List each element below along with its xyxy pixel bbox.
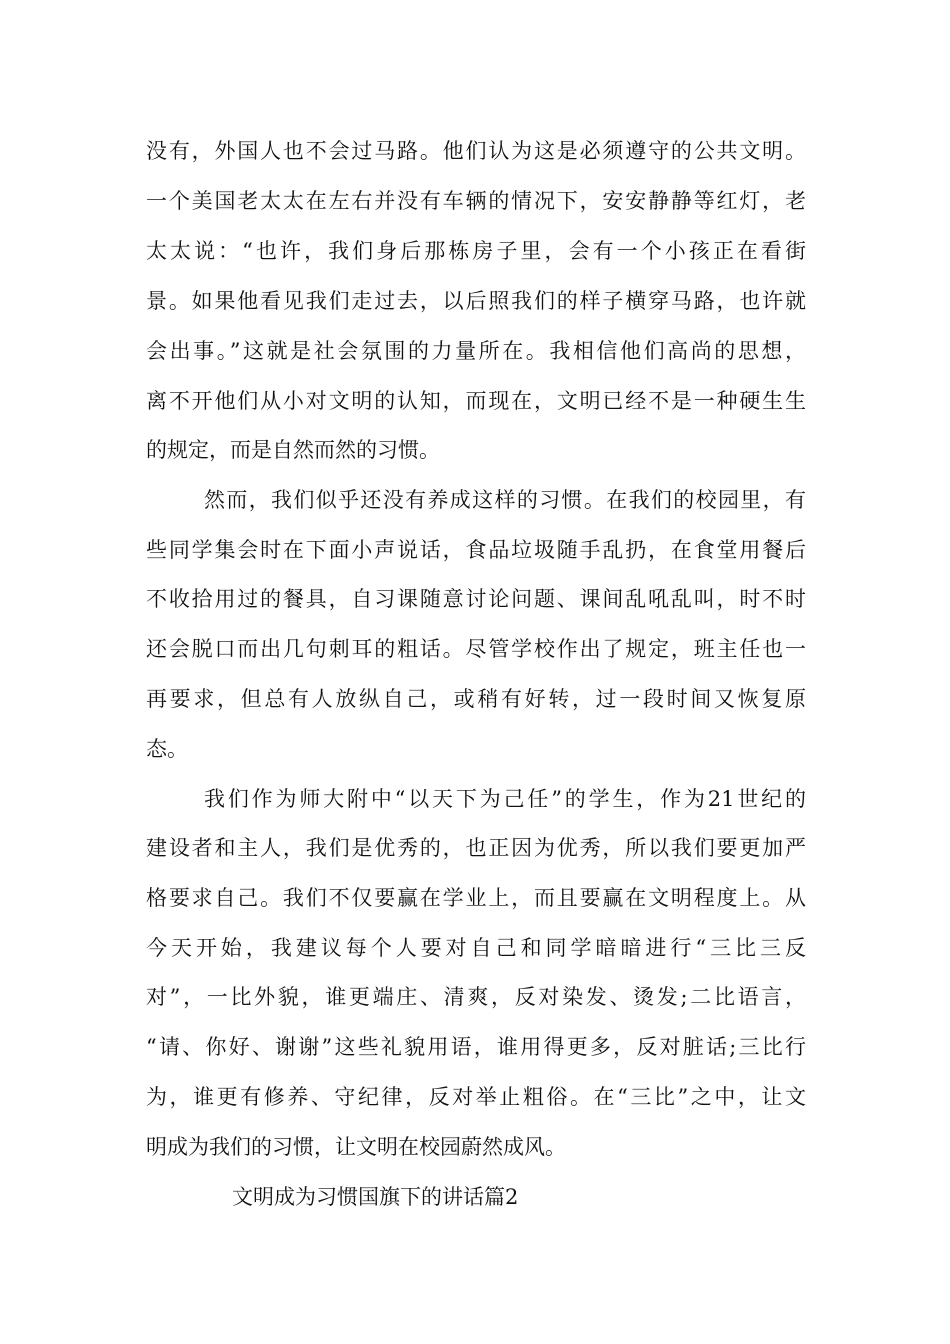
paragraph-3-line-7: 为，谁更有修养、守纪律，反对举止粗俗。在“三比”之中，让文 — [146, 1085, 806, 1109]
paragraph-1-line-3: 太太说：“也许，我们身后那栋房子里，会有一个小孩正在看街 — [146, 239, 806, 263]
paragraph-2-line-3: 不收拾用过的餐具，自习课随意讨论问题、课间乱吼乱叫，时不时 — [146, 587, 806, 611]
paragraph-1-line-4: 景。如果他看见我们走过去，以后照我们的样子横穿马路，也许就 — [146, 289, 806, 313]
paragraph-1-line-2: 一个美国老太太在左右并没有车辆的情况下，安安静静等红灯，老 — [146, 189, 806, 213]
paragraph-1-line-1: 没有，外国人也不会过马路。他们认为这是必须遵守的公共文明。 — [146, 139, 806, 163]
paragraph-2-line-2: 些同学集会时在下面小声说话，食品垃圾随手乱扔，在食堂用餐后 — [146, 538, 806, 562]
paragraph-3-line-8: 明成为我们的习惯，让文明在校园蔚然成风。 — [146, 1135, 566, 1159]
paragraph-1-line-6: 离不开他们从小对文明的认知，而现在，文明已经不是一种硬生生 — [146, 389, 806, 413]
paragraph-2-line-6: 态。 — [146, 737, 188, 761]
paragraph-1-line-7: 的规定，而是自然而然的习惯。 — [146, 438, 440, 462]
paragraph-3-line-3: 格要求自己。我们不仅要赢在学业上，而且要赢在文明程度上。从 — [146, 886, 806, 910]
paragraph-1-line-5: 会出事。”这就是社会氛围的力量所在。我相信他们高尚的思想， — [146, 339, 806, 363]
paragraph-2-line-4: 还会脱口而出几句刺耳的粗话。尽管学校作出了规定，班主任也一 — [146, 637, 806, 661]
paragraph-3-line-5: 对”，一比外貌，谁更端庄、清爽，反对染发、烫发;二比语言， — [146, 985, 806, 1009]
paragraph-2-line-1: 然而，我们似乎还没有养成这样的习惯。在我们的校园里，有 — [204, 488, 806, 512]
paragraph-3-line-2: 建设者和主人，我们是优秀的，也正因为优秀，所以我们要更加严 — [146, 836, 806, 860]
paragraph-2-line-5: 再要求，但总有人放纵自己，或稍有好转，过一段时间又恢复原 — [146, 687, 806, 711]
paragraph-3-line-1: 我们作为师大附中“以天下为己任”的学生，作为21世纪的 — [204, 787, 806, 811]
paragraph-3-line-6: “请、你好、谢谢”这些礼貌用语，谁用得更多，反对脏话;三比行 — [146, 1035, 806, 1059]
section-heading: 文明成为习惯国旗下的讲话篇2 — [232, 1185, 519, 1209]
paragraph-3-line-4: 今天开始，我建议每个人要对自己和同学暗暗进行“三比三反 — [146, 936, 806, 960]
